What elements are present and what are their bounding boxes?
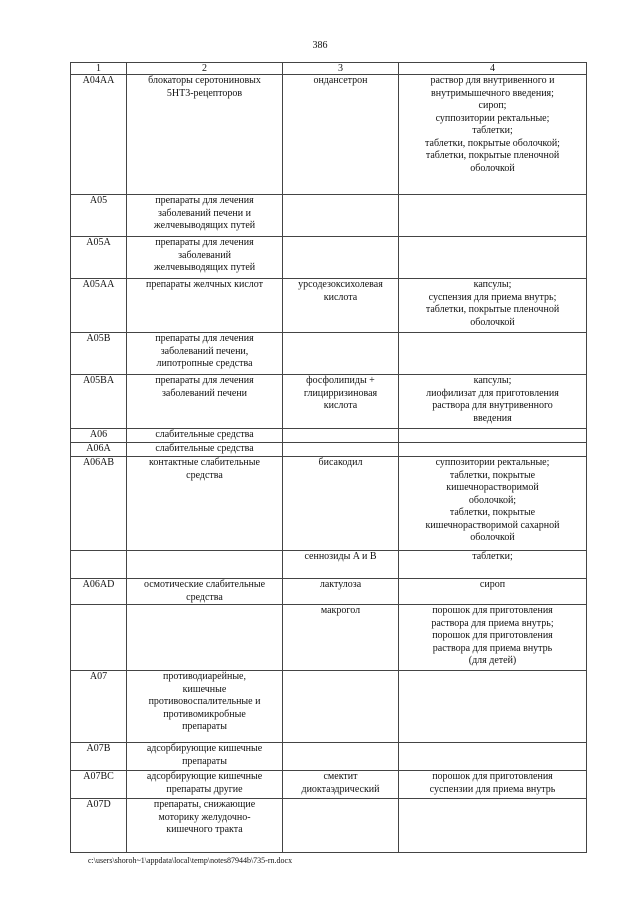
- cell-text-line: кишечного тракта: [166, 824, 243, 835]
- cell-text-line: контактные слабительные: [149, 457, 260, 468]
- cell-text-line: внутримышечного введения;: [431, 87, 554, 99]
- cell-text-line: кишечнорастворимой: [446, 482, 539, 493]
- drug-name-cell: [283, 333, 399, 375]
- table-row: [71, 743, 587, 771]
- cell-text-line: диоктаэдрический: [301, 783, 380, 795]
- dosage-form-cell: [399, 75, 587, 195]
- cell-text-line: слабительные средства: [155, 429, 254, 440]
- dosage-form-cell: [399, 771, 587, 799]
- atc-code-cell: [71, 799, 127, 853]
- cell-text-line: липотропные средства: [156, 358, 253, 369]
- table-row: [71, 237, 587, 279]
- group-name-cell: [127, 279, 283, 333]
- dosage-form-cell: [399, 443, 587, 457]
- cell-text-line: препараты, снижающие: [153, 799, 256, 810]
- cell-text-line: суспензии для приема внутрь: [429, 783, 556, 795]
- cell-text-line: A04AA: [82, 75, 115, 86]
- cell-text-line: суппозитории ректальные;: [435, 112, 550, 124]
- cell-text-line: порошок для приготовления: [432, 771, 553, 782]
- page-number: 386: [312, 40, 328, 51]
- cell-text-line: A07B: [86, 743, 111, 754]
- cell-text-line: препараты для лечения: [155, 195, 254, 206]
- group-name-cell: [127, 605, 283, 671]
- cell-text-line: противовоспалительные и: [148, 696, 261, 707]
- cell-text-line: таблетки, покрытые пленочной: [425, 304, 560, 315]
- atc-code-cell: [71, 551, 127, 579]
- cell-text-line: препараты для лечения: [155, 375, 254, 386]
- cell-text-line: препараты желчных кислот: [145, 279, 264, 290]
- cell-text-line: противомикробные: [163, 708, 246, 720]
- table-row: [71, 443, 587, 457]
- table-row: [71, 605, 587, 671]
- cell-text-line: таблетки, покрытые: [449, 469, 536, 481]
- cell-text-line: оболочкой: [470, 316, 515, 328]
- dosage-form-cell: [399, 237, 587, 279]
- cell-text-line: порошок для приготовления: [432, 605, 553, 616]
- drug-name-cell: [283, 279, 399, 333]
- drug-name-cell: [283, 195, 399, 237]
- cell-text-line: препараты для лечения: [155, 333, 254, 344]
- cell-text-line: раствора для приема внутрь;: [431, 617, 554, 629]
- drug-name-cell: [283, 579, 399, 605]
- cell-text-line: макрогол: [320, 605, 361, 616]
- cell-text-line: суппозитории ректальные;: [435, 457, 550, 468]
- cell-text-line: заболеваний: [178, 249, 231, 261]
- cell-text-line: препараты: [182, 755, 227, 767]
- cell-text-line: сеннозиды A и B: [304, 551, 377, 562]
- atc-code-cell: [71, 743, 127, 771]
- group-name-cell: [127, 551, 283, 579]
- group-name-cell: [127, 743, 283, 771]
- file-path-footer: c:\users\shoroh~1\appdata\local\temp\notes87944b\735-rn.docx: [88, 856, 293, 865]
- cell-text-line: препараты для лечения: [155, 237, 254, 248]
- cell-text-line: лактулоза: [319, 579, 362, 590]
- cell-text-line: 5HT3-рецепторов: [166, 87, 243, 99]
- table-row: [71, 799, 587, 853]
- cell-text-line: сироп;: [478, 100, 507, 111]
- dosage-form-cell: [399, 429, 587, 443]
- cell-text-line: A07D: [86, 799, 111, 810]
- cell-text-line: таблетки;: [472, 125, 513, 136]
- cell-text-line: средства: [186, 469, 223, 481]
- group-name-cell: [127, 771, 283, 799]
- cell-text-line: кислота: [323, 400, 358, 411]
- dosage-form-cell: [399, 743, 587, 771]
- group-name-cell: [127, 195, 283, 237]
- cell-text-line: смектит: [323, 771, 358, 782]
- cell-text-line: A07: [89, 671, 108, 682]
- column-number-header: 4: [399, 63, 587, 75]
- column-number-header: 2: [127, 63, 283, 75]
- table-row: [71, 671, 587, 743]
- cell-text-line: (для детей): [468, 655, 517, 666]
- cell-text-line: адсорбирующие кишечные: [146, 743, 263, 754]
- cell-text-line: капсулы;: [473, 279, 512, 290]
- atc-code-cell: [71, 771, 127, 799]
- cell-text-line: блокаторы серотониновых: [148, 75, 261, 86]
- group-name-cell: [127, 457, 283, 551]
- cell-text-line: адсорбирующие кишечные: [146, 771, 263, 782]
- drug-name-cell: [283, 551, 399, 579]
- cell-text-line: ондансетрон: [313, 75, 368, 86]
- table-header-row: [71, 63, 587, 75]
- dosage-form-cell: [399, 605, 587, 671]
- cell-text-line: раствора для внутривенного: [432, 400, 553, 411]
- cell-text-line: препараты: [182, 721, 227, 732]
- cell-text-line: таблетки, покрытые оболочкой;: [425, 137, 560, 149]
- column-number-header: 1: [71, 63, 127, 75]
- table-row: [71, 195, 587, 237]
- drug-classification-table: [70, 62, 587, 853]
- cell-text-line: желчевыводящих путей: [153, 262, 256, 273]
- dosage-form-cell: [399, 457, 587, 551]
- cell-text-line: оболочкой: [470, 162, 515, 174]
- cell-text-line: заболеваний печени и: [158, 207, 251, 219]
- cell-text-line: A06: [89, 429, 108, 440]
- atc-code-cell: [71, 443, 127, 457]
- group-name-cell: [127, 799, 283, 853]
- atc-code-cell: [71, 75, 127, 195]
- cell-text-line: таблетки, покрытые пленочной: [425, 150, 560, 161]
- atc-code-cell: [71, 333, 127, 375]
- cell-text-line: A05B: [86, 333, 111, 344]
- column-number-header: 3: [283, 63, 399, 75]
- cell-text-line: урсодезоксихолевая: [298, 279, 383, 290]
- cell-text-line: сироп: [479, 579, 506, 590]
- cell-text-line: осмотические слабительные: [143, 579, 266, 590]
- cell-text-line: заболеваний печени,: [160, 345, 249, 357]
- dosage-form-cell: [399, 579, 587, 605]
- drug-name-cell: [283, 375, 399, 429]
- table-row: [71, 579, 587, 605]
- drug-name-cell: [283, 237, 399, 279]
- cell-text-line: противодиарейные,: [163, 671, 246, 682]
- dosage-form-cell: [399, 195, 587, 237]
- drug-name-cell: [283, 429, 399, 443]
- drug-name-cell: [283, 457, 399, 551]
- drug-name-cell: [283, 443, 399, 457]
- group-name-cell: [127, 75, 283, 195]
- table-row: [71, 771, 587, 799]
- atc-code-cell: [71, 195, 127, 237]
- cell-text-line: A06A: [86, 443, 111, 454]
- group-name-cell: [127, 333, 283, 375]
- group-name-cell: [127, 375, 283, 429]
- group-name-cell: [127, 579, 283, 605]
- cell-text-line: A05AA: [82, 279, 115, 290]
- cell-text-line: A05: [89, 195, 108, 206]
- cell-text-line: моторику желудочно-: [158, 811, 251, 823]
- drug-name-cell: [283, 671, 399, 743]
- atc-code-cell: [71, 579, 127, 605]
- atc-code-cell: [71, 237, 127, 279]
- dosage-form-cell: [399, 375, 587, 429]
- cell-text-line: кишечнорастворимой сахарной: [425, 519, 560, 531]
- cell-text-line: капсулы;: [473, 375, 512, 386]
- group-name-cell: [127, 429, 283, 443]
- drug-name-cell: [283, 75, 399, 195]
- cell-text-line: оболочкой: [470, 532, 515, 543]
- cell-text-line: кислота: [323, 291, 358, 303]
- cell-text-line: фосфолипиды +: [306, 375, 375, 386]
- atc-code-cell: [71, 605, 127, 671]
- cell-text-line: A06AB: [82, 457, 115, 468]
- dosage-form-cell: [399, 551, 587, 579]
- drug-name-cell: [283, 605, 399, 671]
- table-row: [71, 457, 587, 551]
- cell-text-line: A06AD: [82, 579, 115, 590]
- cell-text-line: раствор для внутривенного и: [430, 75, 555, 86]
- group-name-cell: [127, 443, 283, 457]
- atc-code-cell: [71, 429, 127, 443]
- cell-text-line: A05A: [86, 237, 111, 248]
- drug-name-cell: [283, 771, 399, 799]
- cell-text-line: таблетки;: [472, 551, 513, 562]
- cell-text-line: заболеваний печени: [161, 387, 248, 399]
- atc-code-cell: [71, 671, 127, 743]
- group-name-cell: [127, 237, 283, 279]
- cell-text-line: порошок для приготовления: [432, 630, 553, 641]
- cell-text-line: таблетки, покрытые: [449, 507, 536, 518]
- cell-text-line: суспензия для приема внутрь;: [428, 291, 557, 303]
- cell-text-line: A07BC: [83, 771, 114, 782]
- cell-text-line: A05BA: [82, 375, 115, 386]
- cell-text-line: препараты другие: [166, 783, 243, 795]
- drug-name-cell: [283, 743, 399, 771]
- cell-text-line: кишечные: [182, 683, 227, 695]
- cell-text-line: бисакодил: [318, 457, 363, 468]
- cell-text-line: желчевыводящих путей: [153, 220, 256, 231]
- atc-code-cell: [71, 457, 127, 551]
- dosage-form-cell: [399, 671, 587, 743]
- drug-name-cell: [283, 799, 399, 853]
- group-name-cell: [127, 671, 283, 743]
- dosage-form-cell: [399, 333, 587, 375]
- table-row: [71, 333, 587, 375]
- cell-text-line: раствора для приема внутрь: [432, 642, 553, 654]
- cell-text-line: средства: [186, 591, 223, 603]
- cell-text-line: введения: [473, 412, 512, 424]
- table-row: [71, 375, 587, 429]
- table-row: [71, 551, 587, 579]
- table-row: [71, 75, 587, 195]
- cell-text-line: глицирризиновая: [303, 387, 378, 399]
- dosage-form-cell: [399, 799, 587, 853]
- cell-text-line: лиофилизат для приготовления: [426, 387, 559, 399]
- cell-text-line: слабительные средства: [155, 443, 254, 454]
- dosage-form-cell: [399, 279, 587, 333]
- atc-code-cell: [71, 279, 127, 333]
- table-row: [71, 279, 587, 333]
- table-row: [71, 429, 587, 443]
- cell-text-line: оболочкой;: [468, 494, 517, 506]
- atc-code-cell: [71, 375, 127, 429]
